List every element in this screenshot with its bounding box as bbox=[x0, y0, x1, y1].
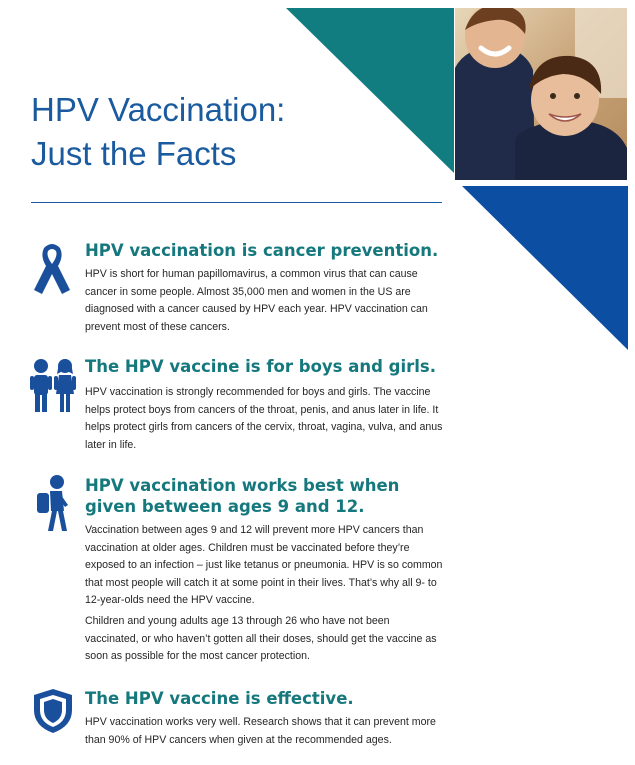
ribbon-icon bbox=[30, 242, 74, 296]
section-paragraph: HPV is short for human papillomavirus, a common virus that can cause cancer in some people. Almost 35,000 men and women in the US are diagnosed with a cancer caused by HPV each year. HPV vaccination can prevent most of these cancers. bbox=[85, 268, 428, 333]
boy-girl-icon bbox=[29, 358, 77, 414]
section-paragraph: HPV vaccination works very well. Research shows that it can prevent more than 90% of HPV cancers when given at the recommended ages. bbox=[85, 716, 436, 746]
section-heading: HPV vaccination is cancer prevention. bbox=[85, 241, 439, 260]
page-title bbox=[31, 88, 311, 176]
teal-triangle-decoration bbox=[286, 8, 454, 173]
section-paragraph: HPV vaccination is strongly recommended for boys and girls. The vaccine helps protect boys from cancers of the throat, penis, and anus later in life. It helps protect girls from cancers of the cervix, throat, vagina, vulva, and anus later in life. bbox=[85, 386, 443, 451]
title-line-1: HPV Vaccination: bbox=[31, 91, 286, 128]
section-heading: The HPV vaccine is for boys and girls. bbox=[85, 357, 437, 376]
student-backpack-icon bbox=[35, 475, 71, 533]
title-divider bbox=[31, 202, 442, 203]
section-paragraph: Vaccination between ages 9 and 12 will prevent more HPV cancers than vaccination at older ages. Children must be vaccinated before they’re exposed to an infection – just like tetanus or pneumonia. HPV is so common that most people will catch it at some point in their lives. That’s why all 9- to 12-year-olds need the HPV vaccine. bbox=[85, 524, 443, 607]
section-heading: The HPV vaccine is effective. bbox=[85, 689, 354, 708]
section-paragraph: Children and young adults age 13 through 26 who have not been vaccinated, or who haven’t gotten all their doses, should get the vaccine as soon as possible for the most cancer protection. bbox=[85, 615, 437, 663]
photo-two-boys bbox=[455, 8, 627, 180]
blue-triangle-decoration bbox=[462, 186, 628, 350]
title-line-2: Just the Facts bbox=[31, 135, 237, 172]
section-heading: HPV vaccination works best when given between ages 9 and 12. bbox=[85, 476, 400, 516]
shield-icon bbox=[33, 688, 73, 734]
